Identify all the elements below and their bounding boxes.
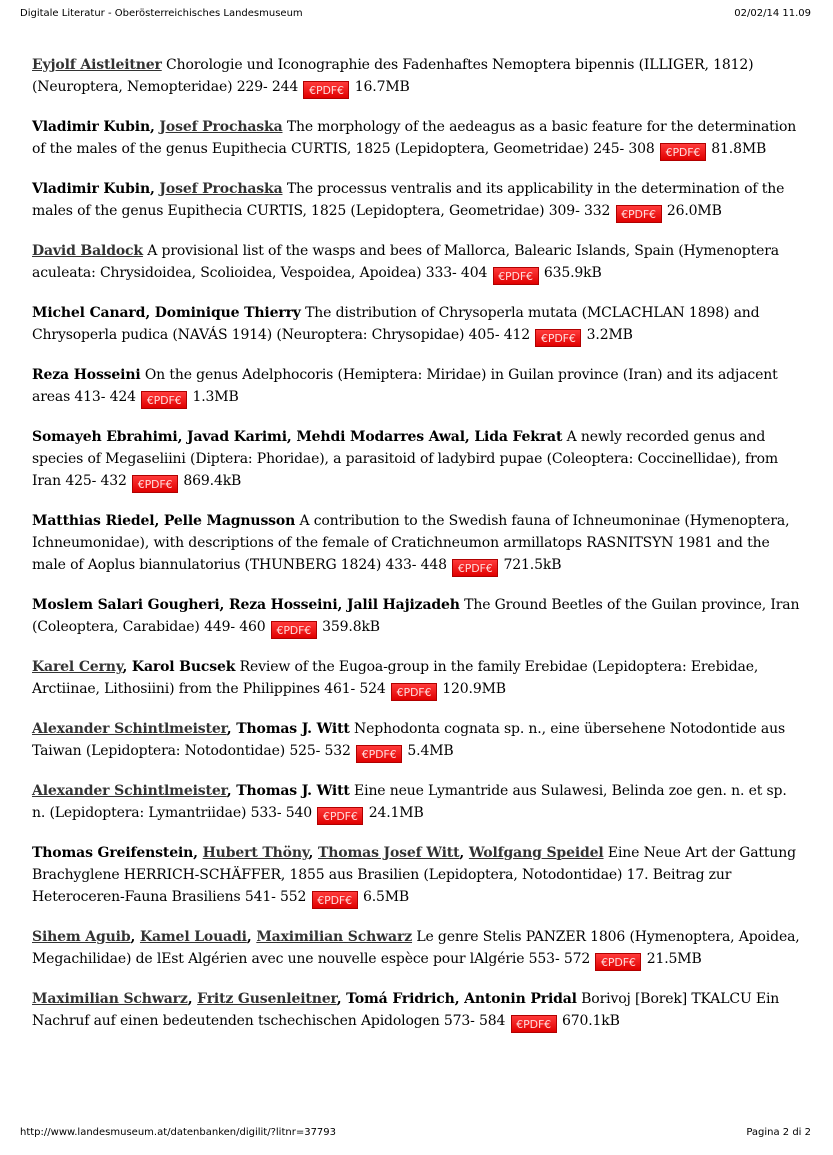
author-name: Antonin Pridal — [464, 991, 577, 1007]
article-entry: Thomas Greifenstein, Hubert Thöny, Thomas Josef Witt, Wolfgang Speidel Eine Neue Art der Gattung Brachyglene HERRICH-SCHÄFFER, 1855 aus Brasilien (Lepidoptera, Notodontidae) 17. Beitrag zur Heteroceren-Fauna Brasiliens 541- 552 €PDF€ 6.5MB — [32, 845, 796, 907]
file-size: 670.1kB — [561, 1013, 620, 1029]
page-range: 525- 532 — [289, 743, 351, 759]
article-entry — [32, 240, 802, 285]
article-title: Eine neue Lymantride aus Sulawesi, Belinda zoe gen. n. et sp. n. (Lepidoptera: Lymantriidae) — [32, 783, 787, 821]
pdf-icon[interactable]: €PDF€ — [616, 205, 662, 223]
author-name: Somayeh Ebrahimi — [32, 429, 178, 445]
pdf-icon[interactable]: €PDF€ — [141, 391, 187, 409]
page-range: 333- 404 — [425, 265, 488, 281]
file-size: 81.8MB — [711, 141, 767, 157]
page-range: 405- 412 — [468, 327, 531, 343]
footer-page-number: Pagina 2 di 2 — [746, 1127, 811, 1138]
author-link[interactable]: Thomas Josef Witt — [318, 845, 460, 861]
article-entry: Karel Cerny, Karol Bucsek Review of the Eugoa-group in the family Erebidae (Lepidoptera: Erebidae, Arctiinae, Lithosiini) from the Philippines 461- 524 €PDF€ 120.9MB — [32, 659, 759, 699]
file-size: 359.8kB — [322, 619, 380, 635]
author-name: Thomas Greifenstein — [32, 845, 194, 861]
author-link[interactable]: Kamel Louadi — [139, 929, 247, 945]
article-entry: Alexander Schintlmeister, Thomas J. Witt Nephodonta cognata sp. n., eine übersehene Notodontide aus Taiwan (Lepidoptera: Notodontidae) 525- 532 €PDF€ 5.4MB — [32, 721, 786, 761]
file-size: 26.0MB — [666, 203, 722, 219]
author-name: Mehdi Modarres Awal — [296, 429, 465, 445]
article-title: Le genre Stelis PANZER 1806 (Hymenoptera, Apoidea, Megachilidae) de lEst Algérien avec une nouvelle espèce pour lAlgérie — [32, 929, 800, 967]
pdf-icon[interactable]: €PDF€ — [391, 683, 437, 701]
article-entry: Alexander Schintlmeister, Thomas J. Witt Eine neue Lymantride aus Sulawesi, Belinda zoe gen. n. et sp. n. (Lepidoptera: Lymantriidae) 533- 540 €PDF€ 24.1MB — [32, 783, 787, 823]
article-entry: Vladimir Kubin, Josef Prochaska The processus ventralis and its applicability in the determination of the males of the genus Eupithecia CURTIS, 1825 (Lepidoptera, Geometridae) 309- 332 €PDF€ 26.0MB — [32, 181, 785, 221]
pdf-icon[interactable]: €PDF€ — [511, 1015, 557, 1033]
header-timestamp: 02/02/14 11.09 — [734, 8, 811, 19]
file-size: 21.5MB — [646, 951, 702, 967]
page-range: 541- 552 — [244, 889, 307, 905]
author-name: Dominique Thierry — [154, 305, 301, 321]
author-link[interactable]: Josef Prochaska — [159, 181, 283, 197]
file-size: 721.5kB — [503, 557, 562, 573]
author-name: Lida Fekrat — [474, 429, 563, 445]
footer-url: http://www.landesmuseum.at/datenbanken/digilit/?litnr=37793 — [20, 1127, 337, 1138]
author-name: Reza Hosseini — [228, 597, 338, 613]
file-size: 5.4MB — [407, 743, 454, 759]
article-title: The Ground Beetles of the Guilan province, Iran (Coleoptera, Carabidae) — [32, 597, 800, 635]
author-link[interactable]: Sihem Aguib — [32, 929, 131, 945]
author-name: Javad Karimi — [187, 429, 287, 445]
author-name: Reza Hosseini — [32, 367, 141, 383]
author-link[interactable]: Fritz Gusenleitner — [197, 991, 337, 1007]
pdf-icon[interactable]: €PDF€ — [493, 267, 539, 285]
pdf-icon[interactable]: €PDF€ — [132, 475, 178, 493]
author-link[interactable]: Karel Cerny — [32, 659, 123, 675]
article-title: A newly recorded genus and species of Megaseliini (Diptera: Phoridae), a parasitoid of ladybird pupae (Coleoptera: Coccinellidae), from Iran — [32, 429, 779, 489]
article-title: On the genus Adelphocoris (Hemiptera: Miridae) in Guilan province (Iran) and its adjacent areas — [32, 367, 778, 405]
pdf-icon[interactable]: €PDF€ — [312, 891, 358, 909]
article-entry — [32, 54, 802, 99]
author-name: Pelle Magnusson — [163, 513, 296, 529]
author-name: Thomas J. Witt — [236, 721, 350, 737]
article-title: The distribution of Chrysoperla mutata (MCLACHLAN 1898) and Chrysoperla pudica (NAVÁS 1914) (Neuroptera: Chrysopidae) — [32, 305, 760, 343]
author-link[interactable]: Josef Prochaska — [159, 119, 283, 135]
article-title: A contribution to the Swedish fauna of Ichneumoninae (Hymenoptera, Ichneumonidae), with descriptions of the female of Cratichneumon armillatops RASNITSYN 1981 and the male of Aoplus biannulatorius (THUNBERG 1824) — [32, 513, 790, 573]
author-link[interactable]: Maximilian Schwarz — [256, 929, 413, 945]
page-range: 229- 244 — [236, 79, 299, 95]
author-name: Thomas J. Witt — [236, 783, 350, 799]
file-size: 1.3MB — [192, 389, 239, 405]
pdf-icon[interactable]: €PDF€ — [271, 621, 317, 639]
author-name: Jalil Hajizadeh — [346, 597, 460, 613]
article-entry: Vladimir Kubin, Josef Prochaska The morphology of the aedeagus as a basic feature for the determination of the males of the genus Eupithecia CURTIS, 1825 (Lepidoptera, Geometridae) 245- 308 €PDF€ 81.8MB — [32, 119, 797, 159]
article-list — [32, 54, 802, 1050]
author-link[interactable]: Eyjolf Aistleitner — [32, 57, 162, 73]
file-size: 869.4kB — [183, 473, 242, 489]
pdf-icon[interactable]: €PDF€ — [356, 745, 402, 763]
page-footer — [20, 1127, 811, 1138]
header-site-title: Digitale Literatur - Oberösterreichisches Landesmuseum — [20, 8, 303, 19]
author-name: Michel Canard — [32, 305, 146, 321]
page-range: 553- 572 — [528, 951, 591, 967]
page-range: 449- 460 — [204, 619, 266, 635]
article-title: Chorologie und Iconographie des Fadenhaftes Nemoptera bipennis (ILLIGER, 1812) (Neuroptera, Nemopteridae) — [32, 57, 754, 95]
file-size: 16.7MB — [354, 79, 410, 95]
article-title: The processus ventralis and its applicability in the determination of the males of the genus Eupithecia CURTIS, 1825 (Lepidoptera, Geometridae) — [32, 181, 785, 219]
page-range: 413- 424 — [74, 389, 136, 405]
author-name: Matthias Riedel — [32, 513, 155, 529]
author-link[interactable]: David Baldock — [32, 243, 143, 259]
author-link[interactable]: Wolfgang Speidel — [468, 845, 604, 861]
page-range: 425- 432 — [65, 473, 127, 489]
article-entry: Moslem Salari Gougheri, Reza Hosseini, Jalil Hajizadeh The Ground Beetles of the Guilan province, Iran (Coleoptera, Carabidae) 449- 460 €PDF€ 359.8kB — [32, 597, 800, 637]
article-title: Eine Neue Art der Gattung Brachyglene HERRICH-SCHÄFFER, 1855 aus Brasilien (Lepidoptera, Notodontidae) 17. Beitrag zur Heteroceren-Fauna Brasiliens — [32, 845, 796, 905]
author-link[interactable]: Maximilian Schwarz — [32, 991, 188, 1007]
author-name: Karol Bucsek — [131, 659, 236, 675]
page-range: 533- 540 — [250, 805, 313, 821]
pdf-icon[interactable]: €PDF€ — [660, 143, 706, 161]
author-name: Vladimir Kubin — [32, 181, 150, 197]
page-range: 461- 524 — [324, 681, 386, 697]
article-title: Review of the Eugoa-group in the family Erebidae (Lepidoptera: Erebidae, Arctiinae, Lithosiini) from the Philippines — [32, 659, 759, 697]
file-size: 6.5MB — [362, 889, 410, 905]
file-size: 635.9kB — [543, 265, 602, 281]
article-entry: Sihem Aguib, Kamel Louadi, Maximilian Schwarz Le genre Stelis PANZER 1806 (Hymenoptera, Apoidea, Megachilidae) de lEst Algérien avec une nouvelle espèce pour lAlgérie 553- 572 €PDF€ 21.5MB — [32, 929, 800, 969]
author-link[interactable]: Alexander Schintlmeister — [32, 721, 227, 737]
author-name: Vladimir Kubin — [32, 119, 150, 135]
article-title: The morphology of the aedeagus as a basic feature for the determination of the males of the genus Eupithecia CURTIS, 1825 (Lepidoptera, Geometridae) — [32, 119, 797, 157]
page-range: 573- 584 — [443, 1013, 506, 1029]
page-range: 433- 448 — [385, 557, 447, 573]
author-link[interactable]: Hubert Thöny — [202, 845, 309, 861]
pdf-icon[interactable]: €PDF€ — [452, 559, 498, 577]
file-size: 24.1MB — [368, 805, 424, 821]
article-title: A provisional list of the wasps and bees of Mallorca, Balearic Islands, Spain (Hymenoptera aculeata: Chrysidoidea, Scolioidea, Vespoidea, Apoidea) — [32, 243, 779, 281]
article-entry: Somayeh Ebrahimi, Javad Karimi, Mehdi Modarres Awal, Lida Fekrat A newly recorded genus and species of Megaseliini (Diptera: Phoridae), a parasitoid of ladybird pupae (Coleoptera: Coccinellidae), from Iran 425- 432 €PDF€ 869.4kB — [32, 429, 779, 491]
author-name: Moslem Salari Gougheri — [32, 597, 220, 613]
pdf-icon[interactable]: €PDF€ — [535, 329, 581, 347]
pdf-icon[interactable]: €PDF€ — [595, 953, 641, 971]
article-title: Nephodonta cognata sp. n., eine übersehene Notodontide aus Taiwan (Lepidoptera: Notodontidae) — [32, 721, 786, 759]
article-entry: Michel Canard, Dominique Thierry The distribution of Chrysoperla mutata (MCLACHLAN 1898) and Chrysoperla pudica (NAVÁS 1914) (Neuroptera: Chrysopidae) 405- 412 €PDF€ 3.2MB — [32, 305, 760, 345]
article-entry: Matthias Riedel, Pelle Magnusson A contribution to the Swedish fauna of Ichneumoninae (Hymenoptera, Ichneumonidae), with descriptions of the female of Cratichneumon armillatops RASNITSYN 1981 and the male of Aoplus biannulatorius (THUNBERG 1824) 433- 448 €PDF€ 721.5kB — [32, 513, 790, 575]
file-size: 120.9MB — [442, 681, 506, 697]
page-range: 245- 308 — [593, 141, 655, 157]
article-entry: Maximilian Schwarz, Fritz Gusenleitner, Tomá Fridrich, Antonin Pridal Borivoj [Borek] TKALCU Ein Nachruf auf einen bedeutenden tschechischen Apidologen 573- 584 €PDF€ 670.1kB — [32, 991, 780, 1031]
article-entry — [32, 364, 802, 409]
page-range: 309- 332 — [548, 203, 611, 219]
author-name: Tomá Fridrich — [346, 991, 455, 1007]
pdf-icon[interactable]: €PDF€ — [303, 81, 349, 99]
article-title: Borivoj [Borek] TKALCU Ein Nachruf auf einen bedeutenden tschechischen Apidologen — [32, 991, 780, 1029]
page-header — [20, 8, 811, 19]
file-size: 3.2MB — [586, 327, 633, 343]
pdf-icon[interactable]: €PDF€ — [317, 807, 363, 825]
author-link[interactable]: Alexander Schintlmeister — [32, 783, 227, 799]
